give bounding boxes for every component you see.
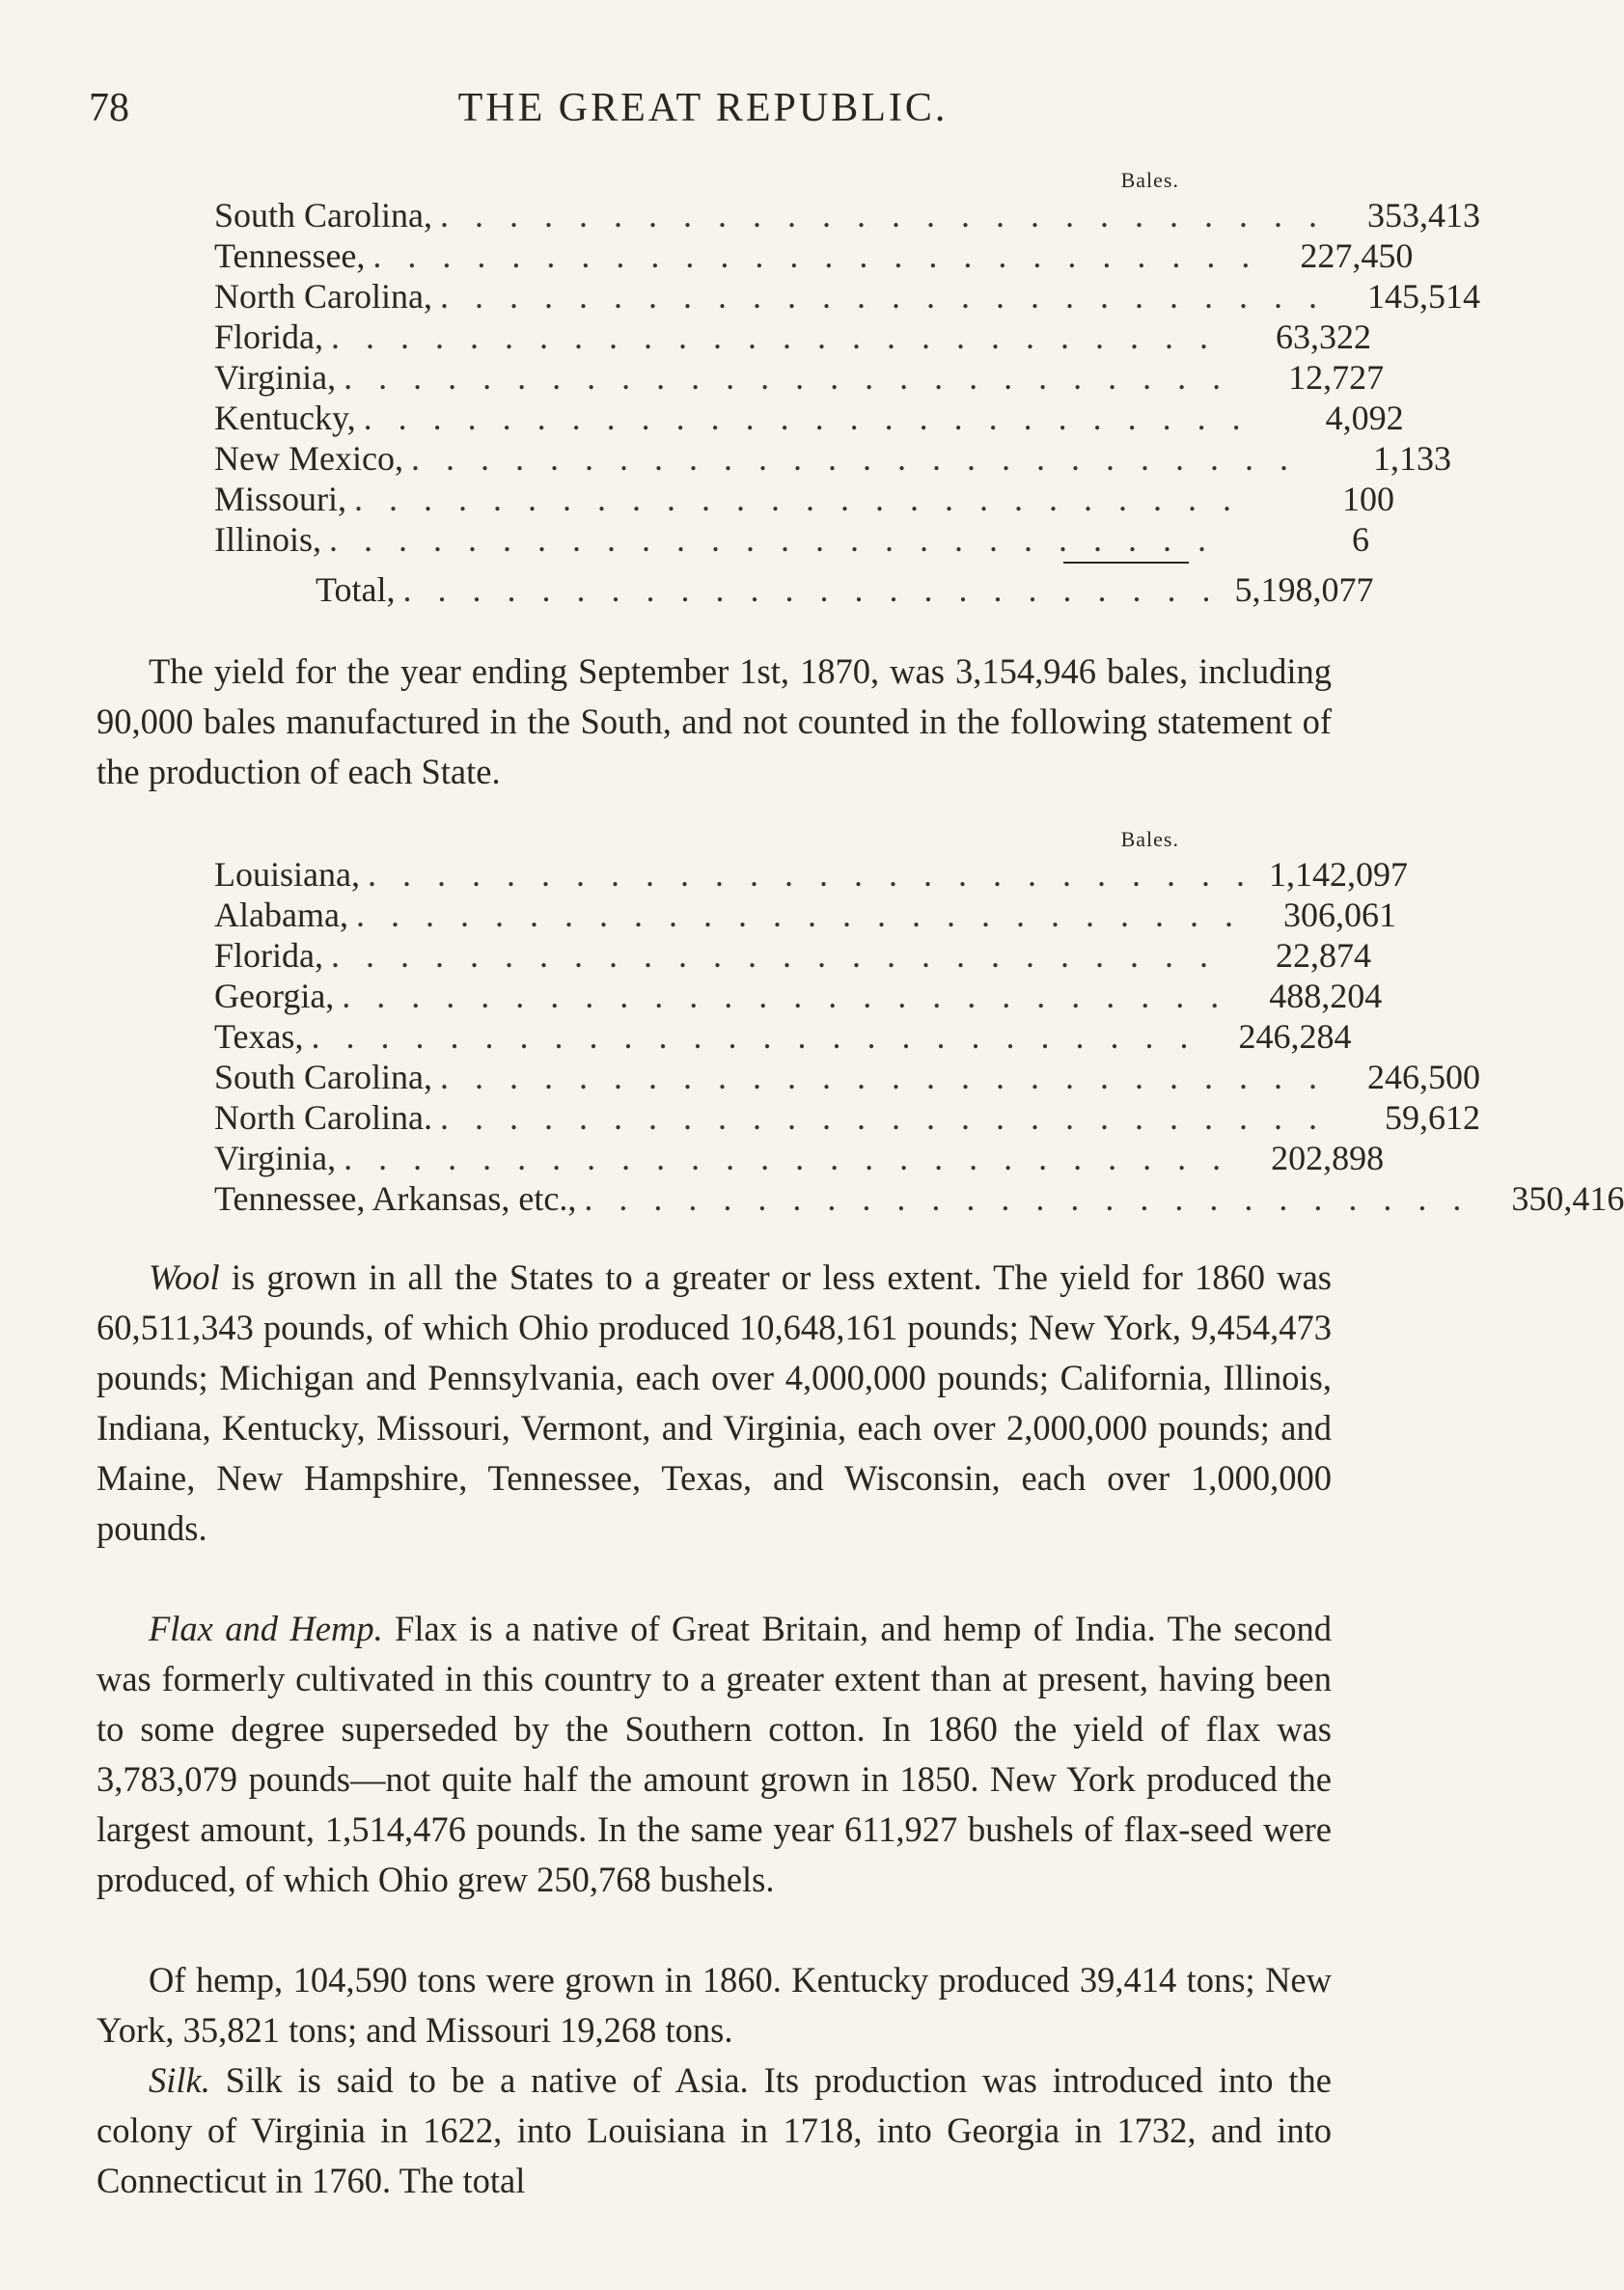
total-value: 5,198,077 xyxy=(1234,570,1374,609)
state-name: North Carolina, xyxy=(214,277,432,316)
bales-value: 306,061 xyxy=(1282,896,1396,934)
state-name: Kentucky, xyxy=(214,399,356,437)
bales-value: 6 xyxy=(1352,520,1370,559)
dot-leader: . . . . . . . . . . . . . . . . . . . . . . . . . . xyxy=(372,236,1259,275)
running-head: THE GREAT REPUBLIC. xyxy=(457,86,949,130)
dot-leader: . . . . . . . . . . . . . . . . . . . . . . . . . . xyxy=(363,399,1250,437)
table-1-row xyxy=(214,195,1480,235)
bales-value: 1,133 xyxy=(1372,439,1451,478)
bales-value: 246,500 xyxy=(1366,1058,1480,1096)
state-name: Texas, xyxy=(214,1017,304,1056)
hemp-text: Of hemp, 104,590 tons were grown in 1860. Kentucky produced 39,414 tons; New York, 35,821 tons; and Missouri 19,268 tons. xyxy=(96,1960,1332,2050)
state-name: Missouri, xyxy=(214,480,347,518)
dot-leader: . . . . . . . . . . . . . . . . . . . . . . . . . . xyxy=(344,358,1230,397)
state-name: Virginia, xyxy=(214,358,337,397)
paragraph-yield-1870 xyxy=(96,647,1332,797)
bales-value: 227,450 xyxy=(1300,236,1414,275)
paragraph-flax-hemp xyxy=(96,1604,1332,1905)
state-name: South Carolina, xyxy=(214,196,432,235)
table-2-row xyxy=(214,895,1396,935)
table-1-row xyxy=(214,276,1480,317)
dot-leader: . . . . . . . . . . . . . . . . . . . . . . . . . . xyxy=(331,317,1217,356)
bales-value: 59,612 xyxy=(1384,1098,1480,1137)
dot-leader: . . . . . . . . . . . . . . . . . . . . . . . . . . xyxy=(354,480,1241,518)
table-1-total-row xyxy=(214,569,1374,610)
dot-leader: . . . . . . . . . . . . . . . . . . . . . . . . . . xyxy=(439,1058,1326,1096)
table-1-row xyxy=(214,398,1404,438)
table-2-row xyxy=(214,1097,1480,1138)
dot-leader: . . . . . . . . . . . . . . . . . . . . . . . . . . xyxy=(329,520,1216,559)
bales-value: 63,322 xyxy=(1276,317,1371,356)
bales-value: 353,413 xyxy=(1366,196,1480,235)
paragraph-silk xyxy=(96,2055,1332,2206)
wool-text: is grown in all the States to a greater or less extent. The yield for 1860 was 60,511,343 pounds, of which Ohio produced 10,648,161 pounds; New York, 9,454,473 pounds; Michigan and Pennsylvania, each over 4,000,000 pounds; California, Illinois, Indiana, Kentucky, Missouri, Vermont, and Virginia, each over 2,000,000 pounds; and Maine, New Hampshire, Tennessee, Texas, and Wisconsin, each over 1,000,000 pounds. xyxy=(96,1257,1332,1548)
dot-leader: . . . . . . . . . . . . . . . . . . . . . . . . . . xyxy=(584,1179,1471,1218)
table-1-rows xyxy=(214,195,1480,560)
table-2-row xyxy=(214,1178,1624,1219)
dot-leader: . . . . . . . . . . . . . . . . . . . . . . . . . . xyxy=(355,896,1242,934)
table-2-row xyxy=(214,935,1371,976)
paragraph-wool xyxy=(96,1253,1332,1554)
table-1-row xyxy=(214,235,1414,276)
table-1-row xyxy=(214,519,1370,560)
bales-value: 4,092 xyxy=(1325,399,1404,437)
bales-value: 100 xyxy=(1342,480,1395,518)
cotton-table-2 xyxy=(214,825,1624,1219)
state-name: New Mexico, xyxy=(214,439,403,478)
flax-lead: Flax and Hemp. xyxy=(149,1609,383,1648)
table-1-units: Bales. xyxy=(1120,168,1179,192)
state-name: Florida, xyxy=(214,317,323,356)
silk-text: Silk is said to be a native of Asia. Its production was introduced into the colony of Virginia in 1622, into Louisiana in 1718, into Georgia in 1732, and into Connecticut in 1760. The total xyxy=(96,2060,1332,2200)
state-name: Louisiana, xyxy=(214,855,360,894)
sum-rule xyxy=(214,560,1189,566)
bales-value: 145,514 xyxy=(1366,277,1480,316)
state-name: Illinois, xyxy=(214,520,322,559)
state-name: Florida, xyxy=(214,936,323,975)
dot-leader: . . . . . . . . . . . . . . . . . . . . . . . . . . xyxy=(439,1098,1326,1137)
dot-leader: . . . . . . . . . . . . . . . . . . . . . . . . . . xyxy=(342,977,1228,1015)
bales-value: 350,416 xyxy=(1511,1179,1624,1218)
table-1-row xyxy=(214,317,1371,357)
state-name: North Carolina. xyxy=(214,1098,432,1137)
total-label: Total, xyxy=(316,570,396,609)
cotton-table-1 xyxy=(214,166,1480,610)
state-name: Alabama, xyxy=(214,896,348,934)
dot-leader: . . . . . . . . . . . . . . . . . . . . . . . . xyxy=(402,570,1220,609)
dot-leader: . . . . . . . . . . . . . . . . . . . . . . . . . . xyxy=(439,277,1326,316)
bales-value: 246,284 xyxy=(1238,1017,1352,1056)
dot-leader: . . . . . . . . . . . . . . . . . . . . . . . . . . xyxy=(410,439,1297,478)
state-name: Virginia, xyxy=(214,1139,337,1177)
silk-lead: Silk. xyxy=(149,2060,210,2100)
dot-leader: . . . . . . . . . . . . . . . . . . . . . . . . . . xyxy=(311,1017,1197,1056)
table-1-row xyxy=(214,357,1385,398)
dot-leader: . . . . . . . . . . . . . . . . . . . . . . . . . . xyxy=(344,1139,1230,1177)
table-2-row xyxy=(214,1057,1480,1097)
table-2-row xyxy=(214,1016,1352,1057)
bales-value: 22,874 xyxy=(1276,936,1371,975)
dot-leader: . . . . . . . . . . . . . . . . . . . . . . . . . . xyxy=(367,855,1253,894)
table-1-row xyxy=(214,438,1451,479)
table-2-row xyxy=(214,976,1383,1016)
state-name: Tennessee, Arkansas, etc., xyxy=(214,1179,577,1218)
bales-value: 1,142,097 xyxy=(1268,855,1408,894)
state-name: South Carolina, xyxy=(214,1058,432,1096)
page-number: 78 xyxy=(89,86,129,130)
bales-value: 202,898 xyxy=(1271,1139,1385,1177)
state-name: Georgia, xyxy=(214,977,335,1015)
table-2-units: Bales. xyxy=(1120,827,1179,851)
wool-lead: Wool xyxy=(149,1257,220,1297)
bales-value: 488,204 xyxy=(1269,977,1383,1015)
state-name: Tennessee, xyxy=(214,236,366,275)
table-2-row xyxy=(214,854,1408,895)
flax-text: Flax is a native of Great Britain, and hemp of India. The second was formerly cultivated in this country to a greater extent than at present, having been to some degree superseded by the Southern cotton. In 1860 the yield of flax was 3,783,079 pounds—not quite half the amount grown in 1850. New York produced the largest amount, 1,514,476 pounds. In the same year 611,927 bushels of flax-seed were produced, of which Ohio grew 250,768 bushels. xyxy=(96,1609,1332,1899)
table-2-row xyxy=(214,1138,1385,1178)
table-1-row xyxy=(214,479,1395,519)
dot-leader: . . . . . . . . . . . . . . . . . . . . . . . . . . xyxy=(331,936,1217,975)
paragraph-hemp xyxy=(96,1955,1332,2055)
table-2-rows xyxy=(214,854,1624,1219)
para1-text: The yield for the year ending September 1st, 1870, was 3,154,946 bales, including 90,000 bales manufactured in the South, and not counted in the following statement of the production of each State. xyxy=(96,651,1332,791)
dot-leader: . . . . . . . . . . . . . . . . . . . . . . . . . . xyxy=(439,196,1326,235)
bales-value: 12,727 xyxy=(1288,358,1385,397)
